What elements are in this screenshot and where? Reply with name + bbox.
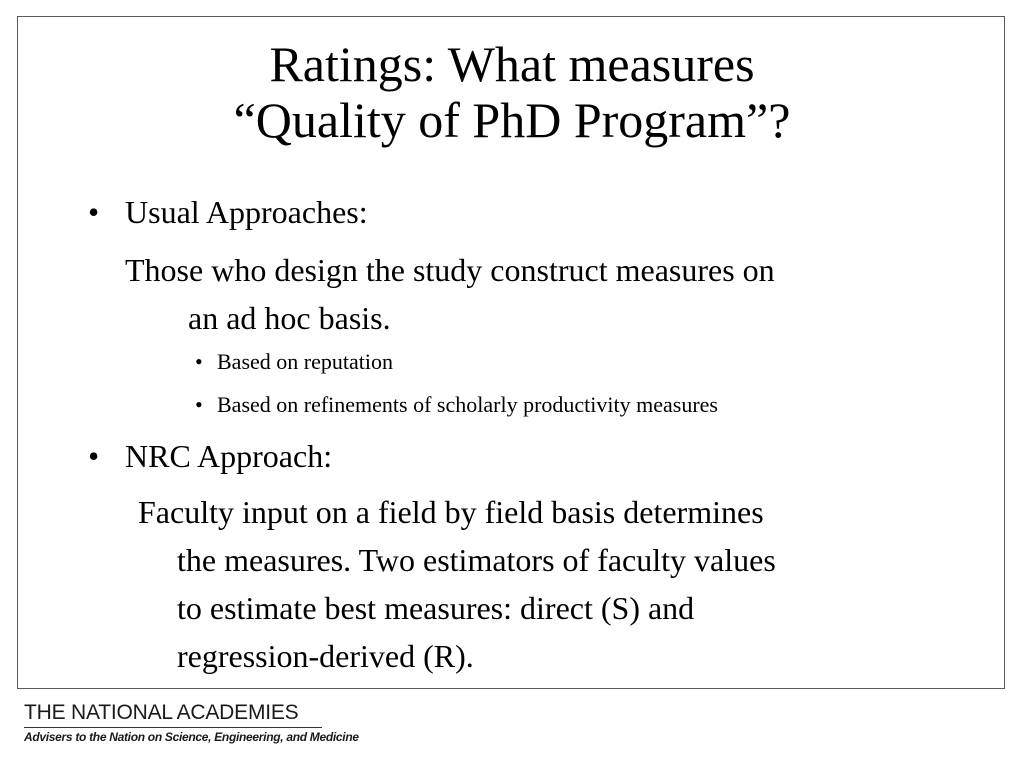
slide-title-line-1: Ratings: What measures xyxy=(269,36,755,92)
bullet-marker: • xyxy=(88,194,100,230)
bullet-marker: • xyxy=(88,438,100,474)
body-line: an ad hoc basis. xyxy=(188,300,391,336)
slide-title xyxy=(0,36,1024,148)
logo-divider xyxy=(24,727,322,728)
body-line: to estimate best measures: direct (S) and xyxy=(177,590,695,626)
body-line: the measures. Two estimators of faculty values xyxy=(177,542,776,578)
national-academies-logo: THE NATIONAL ACADEMIES xyxy=(24,701,299,724)
sub-bullet-marker: • xyxy=(195,349,203,374)
bullet-usual-approaches xyxy=(88,193,368,231)
sub-bullet-reputation xyxy=(195,348,393,376)
sub-bullet-marker: • xyxy=(195,392,203,417)
slide-title-line-2: “Quality of PhD Program”? xyxy=(233,92,791,148)
sub-bullet-scholarly-productivity xyxy=(195,391,718,419)
sub-bullet-text: Based on refinements of scholarly productivity measures xyxy=(217,392,718,417)
body-line: regression-derived (R). xyxy=(177,638,474,674)
sub-bullet-text: Based on reputation xyxy=(217,349,393,374)
body-line: Faculty input on a field by field basis determines xyxy=(138,494,764,530)
logo-tagline: Advisers to the Nation on Science, Engineering, and Medicine xyxy=(24,730,359,744)
bullet-nrc-approach xyxy=(88,437,332,475)
bullet-heading: NRC Approach: xyxy=(125,438,333,474)
body-line: Those who design the study construct measures on xyxy=(125,252,775,288)
bullet-heading: Usual Approaches: xyxy=(125,194,368,230)
